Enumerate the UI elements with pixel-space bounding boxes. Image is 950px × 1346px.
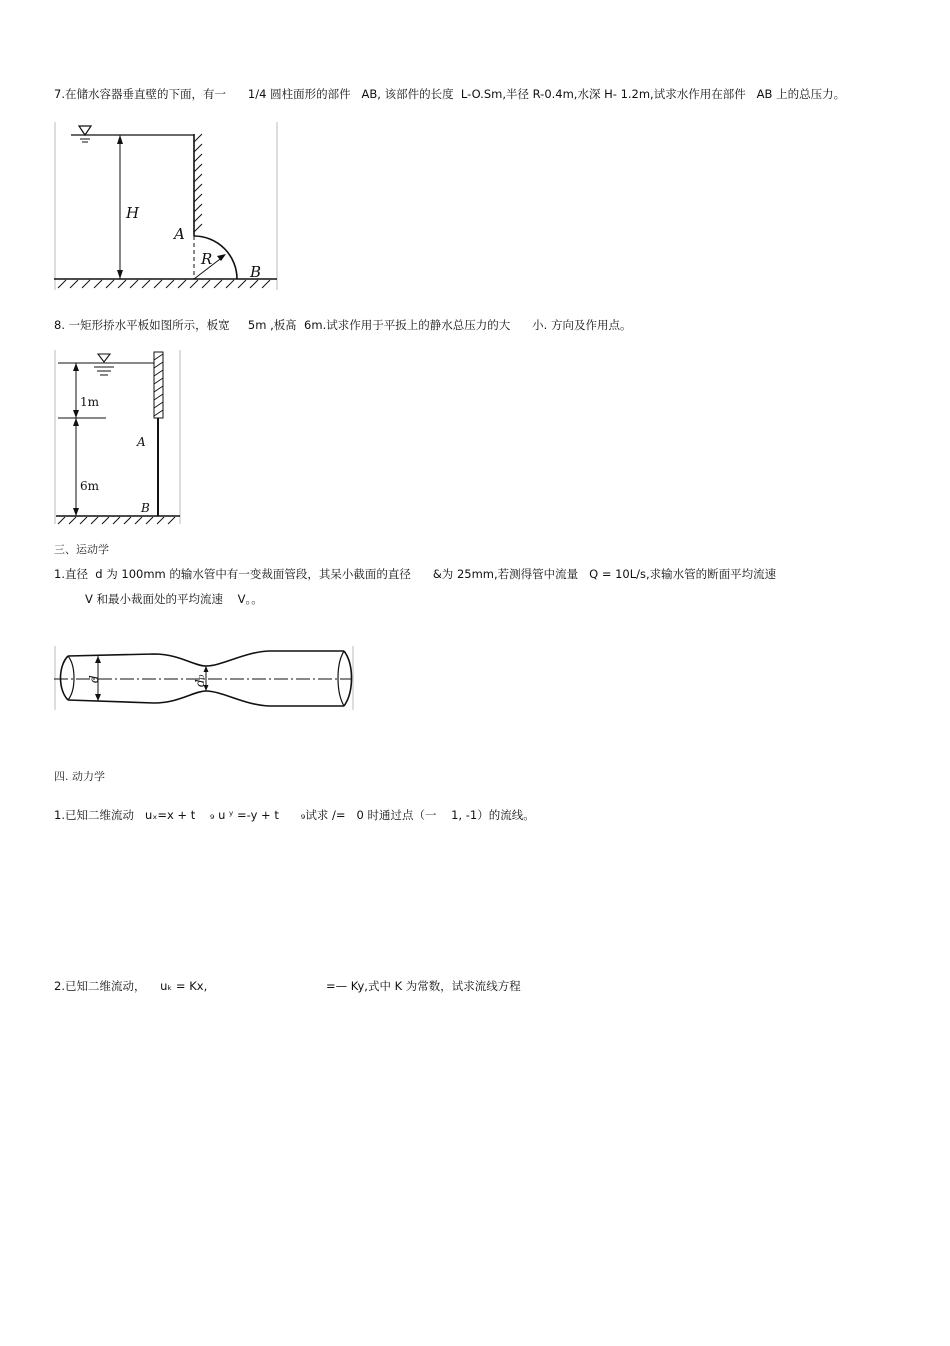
figure-quarter-cylinder: [54, 122, 279, 294]
label-H: H: [126, 204, 140, 222]
label-d: d: [87, 675, 101, 683]
dynamics-problem-2-part-b: =— Ky,式中 K 为常数，试求流线方程: [326, 979, 521, 993]
figure-variable-section-pipe: [54, 646, 354, 712]
label-B: B: [250, 263, 262, 281]
label-R: R: [201, 250, 213, 268]
section-dynamics-heading: 四. 动力学: [54, 770, 105, 783]
water-surface-icon: [71, 126, 194, 142]
dynamics-problem-1: 1.已知二维流动 uₓ=x + t ₉ u ʸ =-y + t ₉试求 /= 0 时通过点（一 1, -1）的流线。: [54, 808, 535, 822]
label-A: A: [137, 435, 146, 449]
label-d0: d₀: [193, 674, 207, 687]
kinematics-problem-1-line-2: V 和最小裁面处的平均流速 V。。: [85, 592, 263, 606]
label-A: A: [174, 225, 185, 243]
figure-plate: [54, 350, 182, 526]
kinematics-problem-1-line-1: 1.直径 d 为 100mm 的输水管中有一变裁面管段，其呆小截面的直径 &为 25mm,若测得管中流量 Q = 10L/s,求输水管的断面平均流速: [54, 567, 777, 581]
label-1m: 1m: [80, 395, 100, 409]
label-6m: 6m: [80, 479, 100, 493]
problem-7-text: 7.在储水容器垂直壁的下面，有一 1/4 圆柱面形的部件 AB, 该部件的长度 L-O.Sm,半径 R-0.4m,水深 H- 1.2m,试求水作用在部件 AB 上的总压力。: [54, 87, 846, 101]
problem-8-text: 8. 一矩形挢水平板如图所示，板宽 5m ,板髙 6m.试求作用于平扳上的静水总压力的大 小. 方向及作用点。: [54, 318, 632, 332]
section-kinematics-heading: 三、运动学: [54, 543, 109, 556]
label-B: B: [141, 501, 150, 515]
water-surface-icon: [58, 354, 156, 375]
dynamics-problem-2-part-a: 2.已知二维流动， uₖ = Kx,: [54, 979, 208, 993]
